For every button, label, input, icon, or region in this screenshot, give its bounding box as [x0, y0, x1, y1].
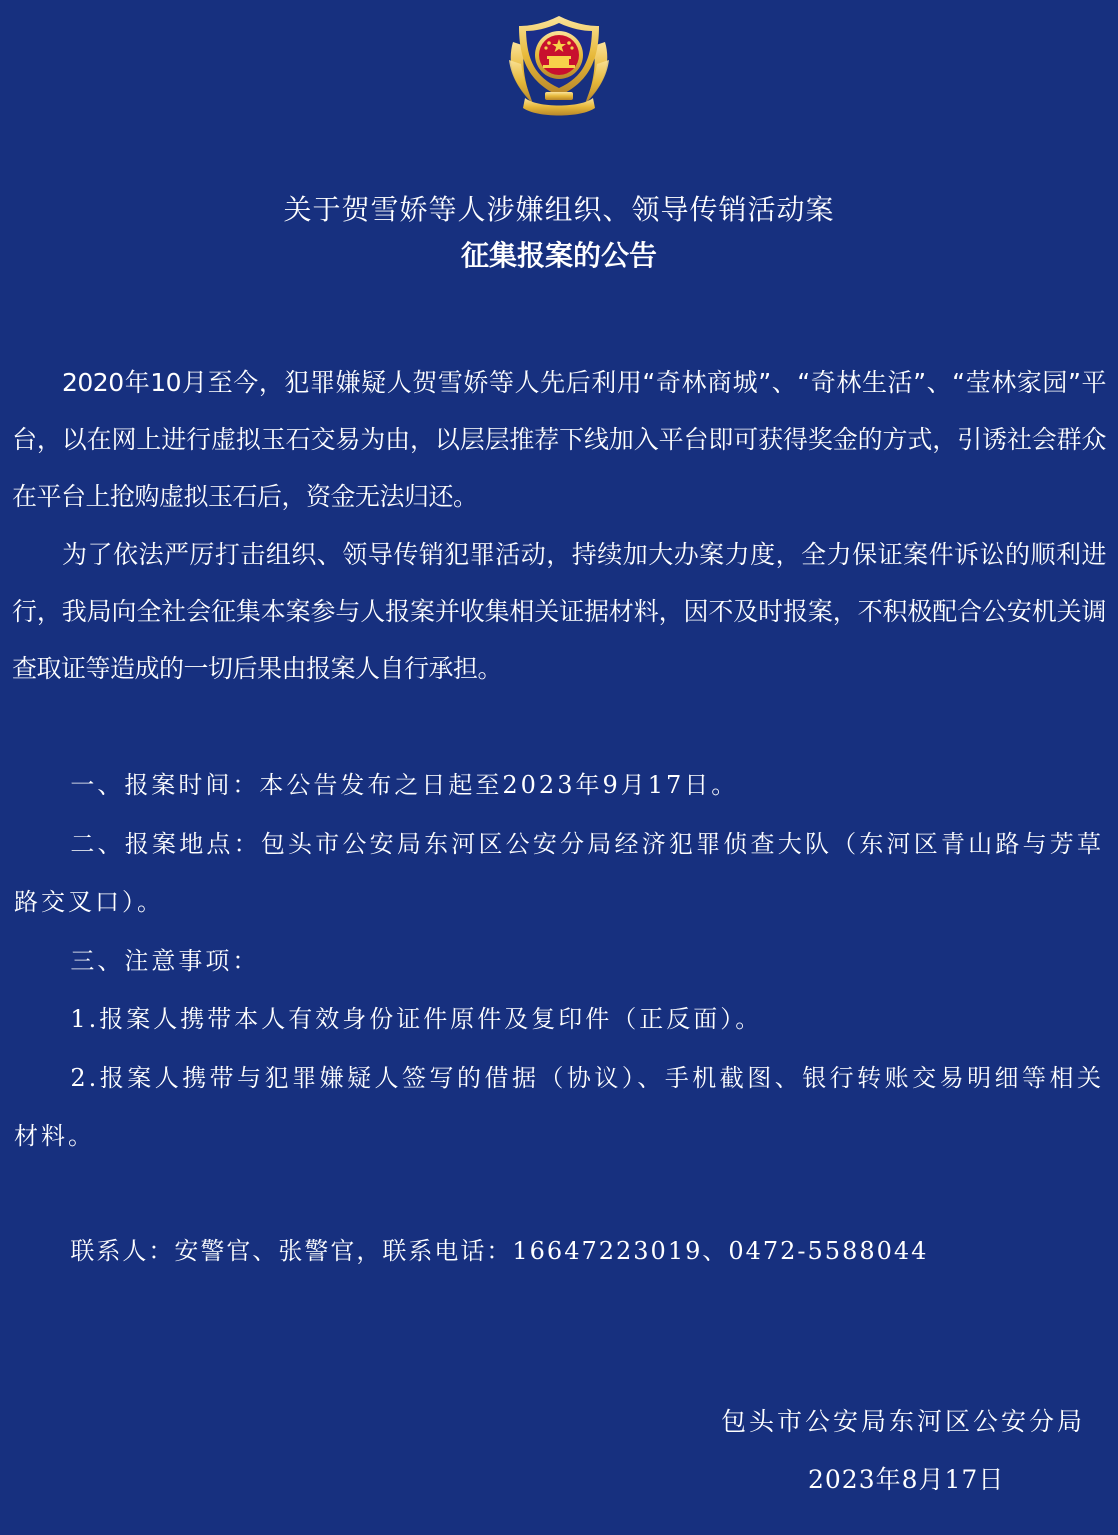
item-note-id-documents: 1.报案人携带本人有效身份证件原件及复印件（正反面）。	[70, 1005, 763, 1033]
signature-date: 2023年8月17日	[808, 1465, 1005, 1494]
notice-title: 关于贺雪娇等人涉嫌组织、领导传销活动案	[283, 193, 835, 226]
item-report-time: 一、报案时间：本公告发布之日起至2023年9月17日。	[70, 771, 739, 799]
paragraph-case-summary: 2020年10月至今，犯罪嫌疑人贺雪娇等人先后利用“奇林商城”、“奇林生活”、“莹林家园”平台，以在网上进行虚拟玉石交易为由，以层层推荐下线加入平台即可获得奖金的方式，引诱社会群众在平台上抢购虚拟玉石后，资金无法归还。	[12, 368, 1106, 511]
police-emblem-icon	[503, 12, 615, 120]
paragraph-call-to-report: 为了依法严厉打击组织、领导传销犯罪活动，持续加大办案力度，全力保证案件诉讼的顺利进行，我局向全社会征集本案参与人报案并收集相关证据材料，因不及时报案，不积极配合公安机关调查取证等造成的一切后果由报案人自行承担。	[12, 540, 1106, 683]
item-notes-heading: 三、注意事项：	[70, 947, 260, 975]
contact-info: 联系人：安警官、张警官，联系电话：16647223019、0472-5588044	[70, 1237, 929, 1265]
notice-subtitle: 征集报案的公告	[460, 239, 657, 272]
item-note-evidence: 2.报案人携带与犯罪嫌疑人签写的借据（协议）、手机截图、银行转账交易明细等相关材料。	[14, 1064, 1104, 1150]
signature-organization: 包头市公安局东河区公安分局	[721, 1407, 1086, 1436]
item-report-location: 二、报案地点：包头市公安局东河区公安分局经济犯罪侦查大队（东河区青山路与芳草路交叉口）。	[14, 830, 1104, 916]
